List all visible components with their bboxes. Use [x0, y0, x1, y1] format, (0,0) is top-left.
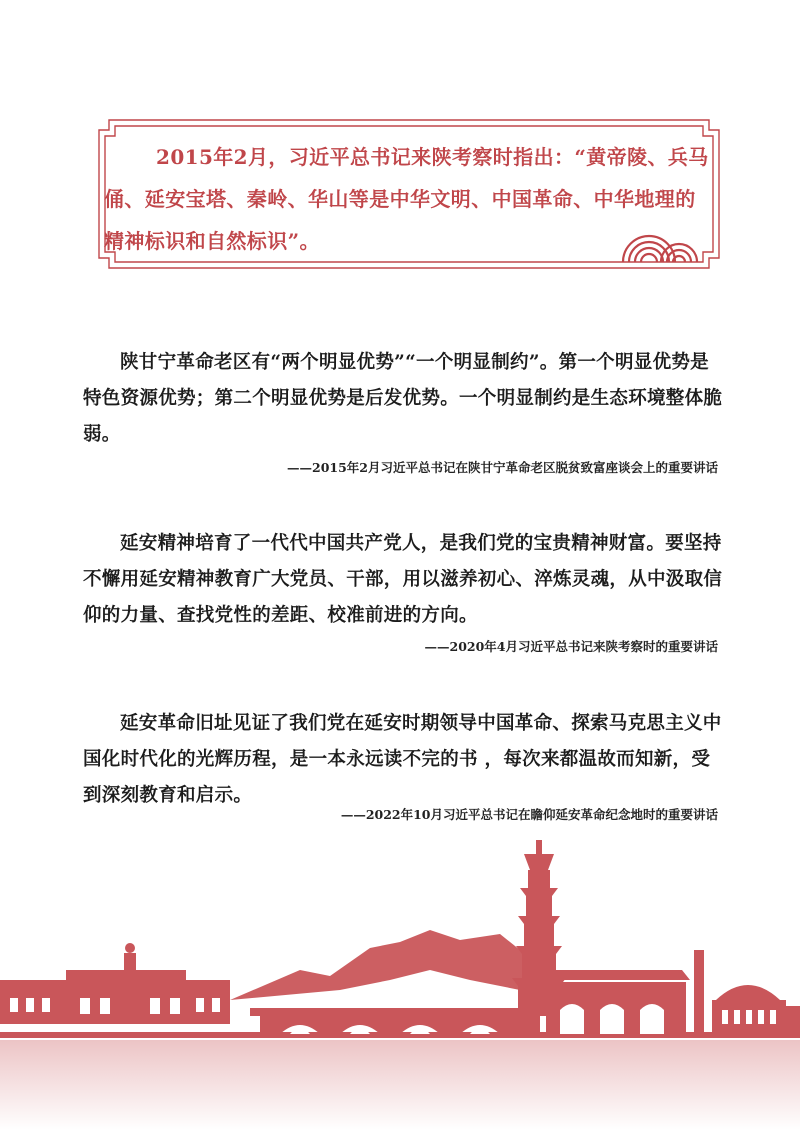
mountain-shape — [230, 930, 540, 1000]
quote-1-source: ——2015年2月习近平总书记在陕甘宁革命老区脱贫致富座谈会上的重要讲话 — [287, 460, 718, 475]
statue-icon — [118, 943, 142, 981]
quote-3-text: 延安革命旧址见证了我们党在延安时期领导中国革命、探索马克思主义中国化时代化的光辉历程，是一本永远读不完的书 ，每次来都温故而知新，受到深刻教育和启示。 — [83, 713, 722, 806]
quote-2-source: ——2020年4月习近平总书记来陕考察时的重要讲话 — [424, 639, 718, 654]
quote-2-text: 延安精神培育了一代代中国共产党人，是我们党的宝贵精神财富。要坚持不懈用延安精神教育广大党员、干部，用以滋养初心、淬炼灵魂，从中汲取信仰的力量、查找党性的差距、校准前进的方向。 — [83, 533, 723, 626]
skyline-illustration — [0, 830, 800, 1132]
lead-quote: 2015年2月，习近平总书记来陕考察时指出：“黄帝陵、兵马俑、延安宝塔、秦岭、华山等是中华文明、中国革命、中华地理的精神标识和自然标识”。 — [104, 145, 709, 253]
quote-1-text: 陕甘宁革命老区有“两个明显优势”“一个明显制约”。第一个明显优势是特色资源优势；第二个明显优势是后发优势。一个明显制约是生态环境整体脆弱。 — [83, 352, 723, 445]
quote-3-source: ——2022年10月习近平总书记在瞻仰延安革命纪念地时的重要讲话 — [340, 807, 718, 822]
domed-hall — [712, 985, 800, 1034]
